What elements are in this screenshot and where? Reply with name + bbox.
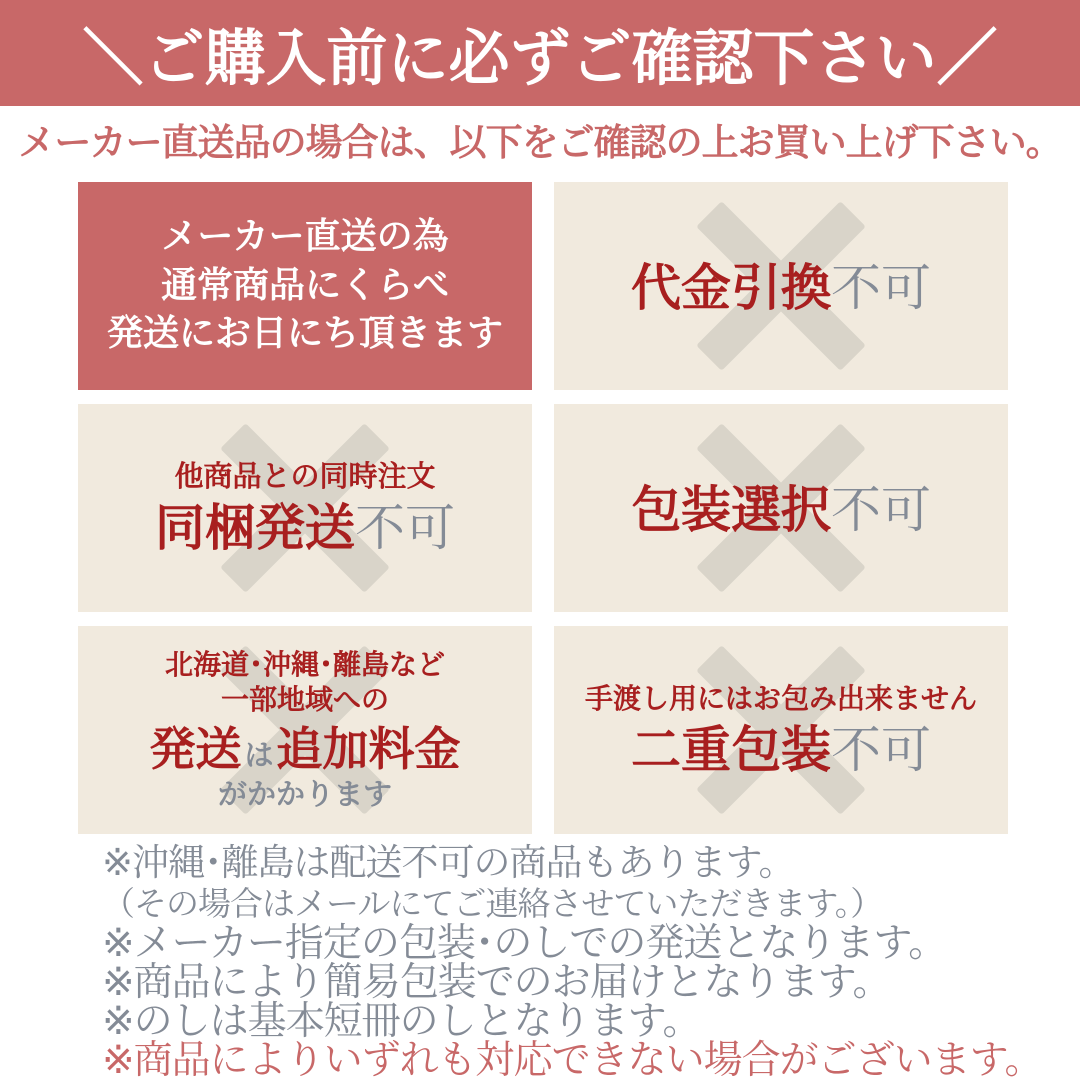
card-wrapping-choice-not-available bbox=[554, 404, 1008, 612]
double-wrap-main-line bbox=[585, 722, 977, 780]
footnote-okinawa: ※沖縄･離島は配送不可の商品もあります。 bbox=[102, 841, 795, 884]
card-direct-shipping-leadtime bbox=[78, 182, 532, 390]
card-text bbox=[107, 213, 503, 360]
cod-suffix: 不可 bbox=[831, 259, 931, 318]
wrapping-suffix: 不可 bbox=[831, 481, 931, 540]
card-text bbox=[631, 482, 931, 540]
remote-area-label-fee: 追加料金 bbox=[276, 721, 461, 776]
double-wrap-suffix: 不可 bbox=[830, 720, 931, 779]
remote-area-label-shipping: 発送 bbox=[149, 721, 242, 776]
footnote-simple-wrapping: ※商品により簡易包装でのお届けとなります。 bbox=[102, 960, 891, 1005]
double-wrap-note: 手渡し用にはお包み出来ません bbox=[584, 681, 977, 715]
card-text bbox=[155, 458, 455, 558]
remote-area-particle: は bbox=[244, 737, 274, 772]
bundled-note: 他商品との同時注文 bbox=[174, 459, 436, 494]
remote-area-note-1: 北海道･沖縄･離島など bbox=[164, 647, 445, 681]
header-band bbox=[0, 0, 1080, 106]
subtitle-text: メーカー直送品の場合は、以下をご確認の上お買い上げ下さい。 bbox=[18, 121, 1062, 164]
direct-shipping-line-2: 通常商品にくらべ bbox=[160, 264, 449, 306]
bundled-suffix: 不可 bbox=[355, 499, 455, 558]
card-remote-area-extra-fee bbox=[78, 626, 532, 834]
bundled-label: 同梱発送 bbox=[155, 499, 355, 558]
remote-area-main-line bbox=[149, 723, 460, 776]
page-title: ＼ご購入前に必ずご確認下さい／ bbox=[82, 22, 998, 94]
notice-grid bbox=[78, 182, 1008, 834]
footnote-noshi: ※のしは基本短冊のしとなります。 bbox=[102, 999, 701, 1044]
direct-shipping-line-3: 発送にお日にち頂きます bbox=[106, 313, 503, 355]
card-text bbox=[631, 260, 931, 318]
remote-area-note-3: がかかります bbox=[217, 776, 392, 811]
bundled-main-line bbox=[155, 500, 455, 558]
direct-shipping-line-1: メーカー直送の為 bbox=[161, 215, 449, 257]
footnote-email-contact: （その場合はメールにてご連絡させていただきます。） bbox=[102, 884, 883, 923]
double-wrap-label: 二重包装 bbox=[630, 720, 831, 779]
footnote-maker-wrapping: ※メーカー指定の包装･のしでの発送となります。 bbox=[102, 921, 947, 966]
card-cod-not-available bbox=[554, 182, 1008, 390]
footnotes-list bbox=[102, 841, 1078, 1080]
card-double-wrapping-not-available bbox=[554, 626, 1008, 834]
remote-area-note-2: 一部地域への bbox=[220, 682, 389, 716]
cod-label: 代金引換 bbox=[631, 259, 831, 318]
card-text bbox=[585, 681, 977, 780]
footnote-not-supported: ※商品によりいずれも対応できない場合がございます。 bbox=[102, 1038, 1043, 1080]
card-text bbox=[149, 647, 460, 814]
card-bundled-shipping-not-available bbox=[78, 404, 532, 612]
wrapping-label: 包装選択 bbox=[631, 481, 831, 540]
